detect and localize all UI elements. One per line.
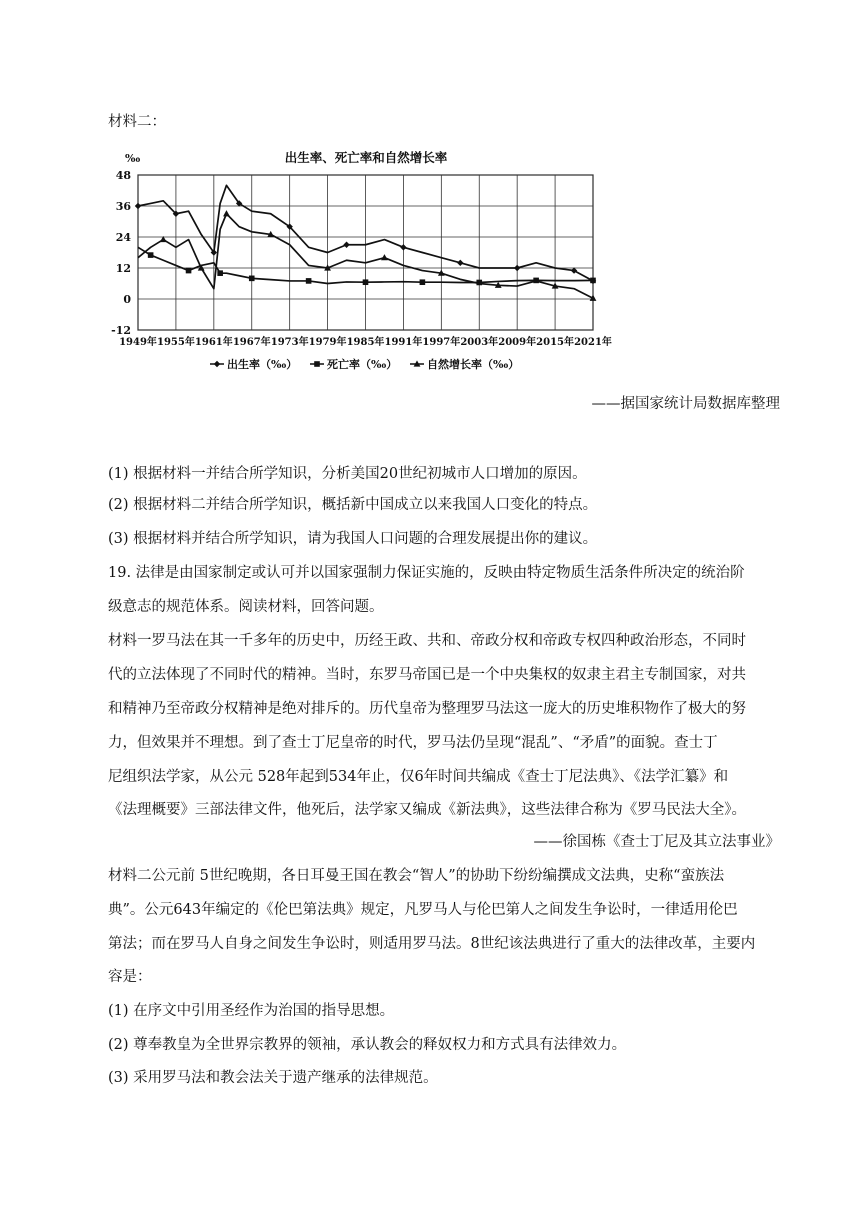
y-tick-label: 48 xyxy=(115,169,131,182)
data-point xyxy=(420,279,426,285)
x-tick-label: 1985年 xyxy=(346,337,385,348)
data-point xyxy=(306,278,312,284)
reform-item-2: (2) 尊奉教皇为全世界宗教界的领袖，承认教会的释奴权力和方式具有法律效力。 xyxy=(108,1037,627,1053)
x-tick-label: 2009年 xyxy=(498,337,537,348)
material1-line: 材料一罗马法在其一千多年的历史中，历经王政、共和、帝政分权和帝政专权四种政治形态，不同时 xyxy=(108,633,746,649)
material1-source: ——徐国栋《查士丁尼及其立法事业》 xyxy=(533,834,780,850)
data-point xyxy=(400,244,406,250)
data-point xyxy=(135,203,141,209)
chart-legend xyxy=(210,357,519,371)
x-tick-label: 2003年 xyxy=(460,337,499,348)
chart-source: ——据国家统计局数据库整理 xyxy=(591,396,780,412)
x-tick-label: 1955年 xyxy=(156,337,195,348)
y-tick-label: 24 xyxy=(115,231,131,244)
material1-line: 力，但效果并不理想。到了查士丁尼皇帝的时代，罗马法仍呈现“混乱”、“矛盾”的面貌。查士丁 xyxy=(108,735,718,751)
material1-line: 《法理概要》三部法律文件，他死后，法学家又编成《新法典》，这些法律合称为《罗马民法大全》。 xyxy=(108,802,746,818)
legend-label: 自然增长率（‰） xyxy=(427,358,520,371)
data-point xyxy=(249,276,255,282)
x-tick-label: 1997年 xyxy=(422,337,461,348)
legend-marker xyxy=(314,361,320,367)
x-tick-label: 1949年 xyxy=(119,337,157,348)
data-point xyxy=(457,260,463,266)
reform-item-1: (1) 在序文中引用圣经作为治国的指导思想。 xyxy=(108,1003,395,1019)
question-2: (2) 根据材料二并结合所学知识，概括新中国成立以来我国人口变化的特点。 xyxy=(108,497,598,513)
population-rate-chart xyxy=(108,142,613,382)
chart-grid xyxy=(138,175,593,330)
reform-item-3: (3) 采用罗马法和教会法关于遗产继承的法律规范。 xyxy=(108,1070,438,1086)
x-tick-label: 1991年 xyxy=(384,337,423,348)
legend-label: 出生率（‰） xyxy=(227,358,298,371)
legend-marker xyxy=(214,361,220,367)
data-point xyxy=(343,242,349,248)
material1-line: 和精神乃至帝政分权精神是绝对排斥的。历代皇帝为整理罗马法这一庞大的历史堆积物作了极大的努 xyxy=(108,701,746,717)
material2-line: 第法；而在罗马人自身之间发生争讼时，则适用罗马法。8世纪该法典进行了重大的法律改革，主要内 xyxy=(108,936,756,952)
x-tick-label: 2021年 xyxy=(574,337,612,348)
data-point xyxy=(514,265,520,271)
data-point xyxy=(186,268,192,274)
q19-line: 19. 法律是由国家制定或认可并以国家强制力保证实施的，反映由特定物质生活条件所决定的统治阶 xyxy=(108,565,745,581)
x-tick-label: 2015年 xyxy=(536,337,575,348)
q19-line: 级意志的规范体系。阅读材料，回答问题。 xyxy=(108,599,384,615)
data-point xyxy=(223,210,230,216)
y-tick-label: 0 xyxy=(123,293,131,306)
y-tick-label: -12 xyxy=(111,324,131,337)
data-point xyxy=(217,270,223,276)
material2-line: 材料二公元前 5世纪晚期，各日耳曼王国在教会“智人”的协助下纷纷编撰成文法典，史称“蛮族法 xyxy=(108,868,725,884)
material2-line: 容是： xyxy=(108,969,152,985)
series-square xyxy=(138,247,596,285)
legend-label: 死亡率（‰） xyxy=(327,358,398,371)
data-point xyxy=(381,254,388,260)
x-tick-label: 1973年 xyxy=(270,337,309,348)
chart-axis-labels xyxy=(111,169,612,348)
data-point xyxy=(363,279,369,285)
question-3: (3) 根据材料并结合所学知识，请为我国人口问题的合理发展提出你的建议。 xyxy=(108,531,598,547)
x-tick-label: 1967年 xyxy=(232,337,271,348)
data-point xyxy=(590,278,596,284)
y-tick-label: 12 xyxy=(115,262,131,275)
material1-line: 代的立法体现了不同时代的精神。当时，东罗马帝国已是一个中央集权的奴隶主君主专制国家，对共 xyxy=(108,667,746,683)
data-point xyxy=(148,252,154,258)
material2-label: 材料二： xyxy=(108,114,166,130)
material2-line: 典”。公元643年编定的《伦巴第法典》规定，凡罗马人与伦巴第人之间发生争讼时，一律适用伦巴 xyxy=(108,902,738,918)
chart-title: 出生率、死亡率和自然增长率 xyxy=(284,150,448,165)
y-axis-unit: ‰ xyxy=(125,152,141,165)
x-tick-label: 1961年 xyxy=(194,337,233,348)
y-tick-label: 36 xyxy=(115,200,131,213)
material1-line: 尼组织法学家，从公元 528年起到534年止，仅6年时间共编成《查士丁尼法典》、《法学汇纂》和 xyxy=(108,769,729,785)
x-tick-label: 1979年 xyxy=(308,337,347,348)
question-1: (1) 根据材料一并结合所学知识，分析美国20世纪初城市人口增加的原因。 xyxy=(108,466,587,482)
series-triangle xyxy=(138,210,596,301)
